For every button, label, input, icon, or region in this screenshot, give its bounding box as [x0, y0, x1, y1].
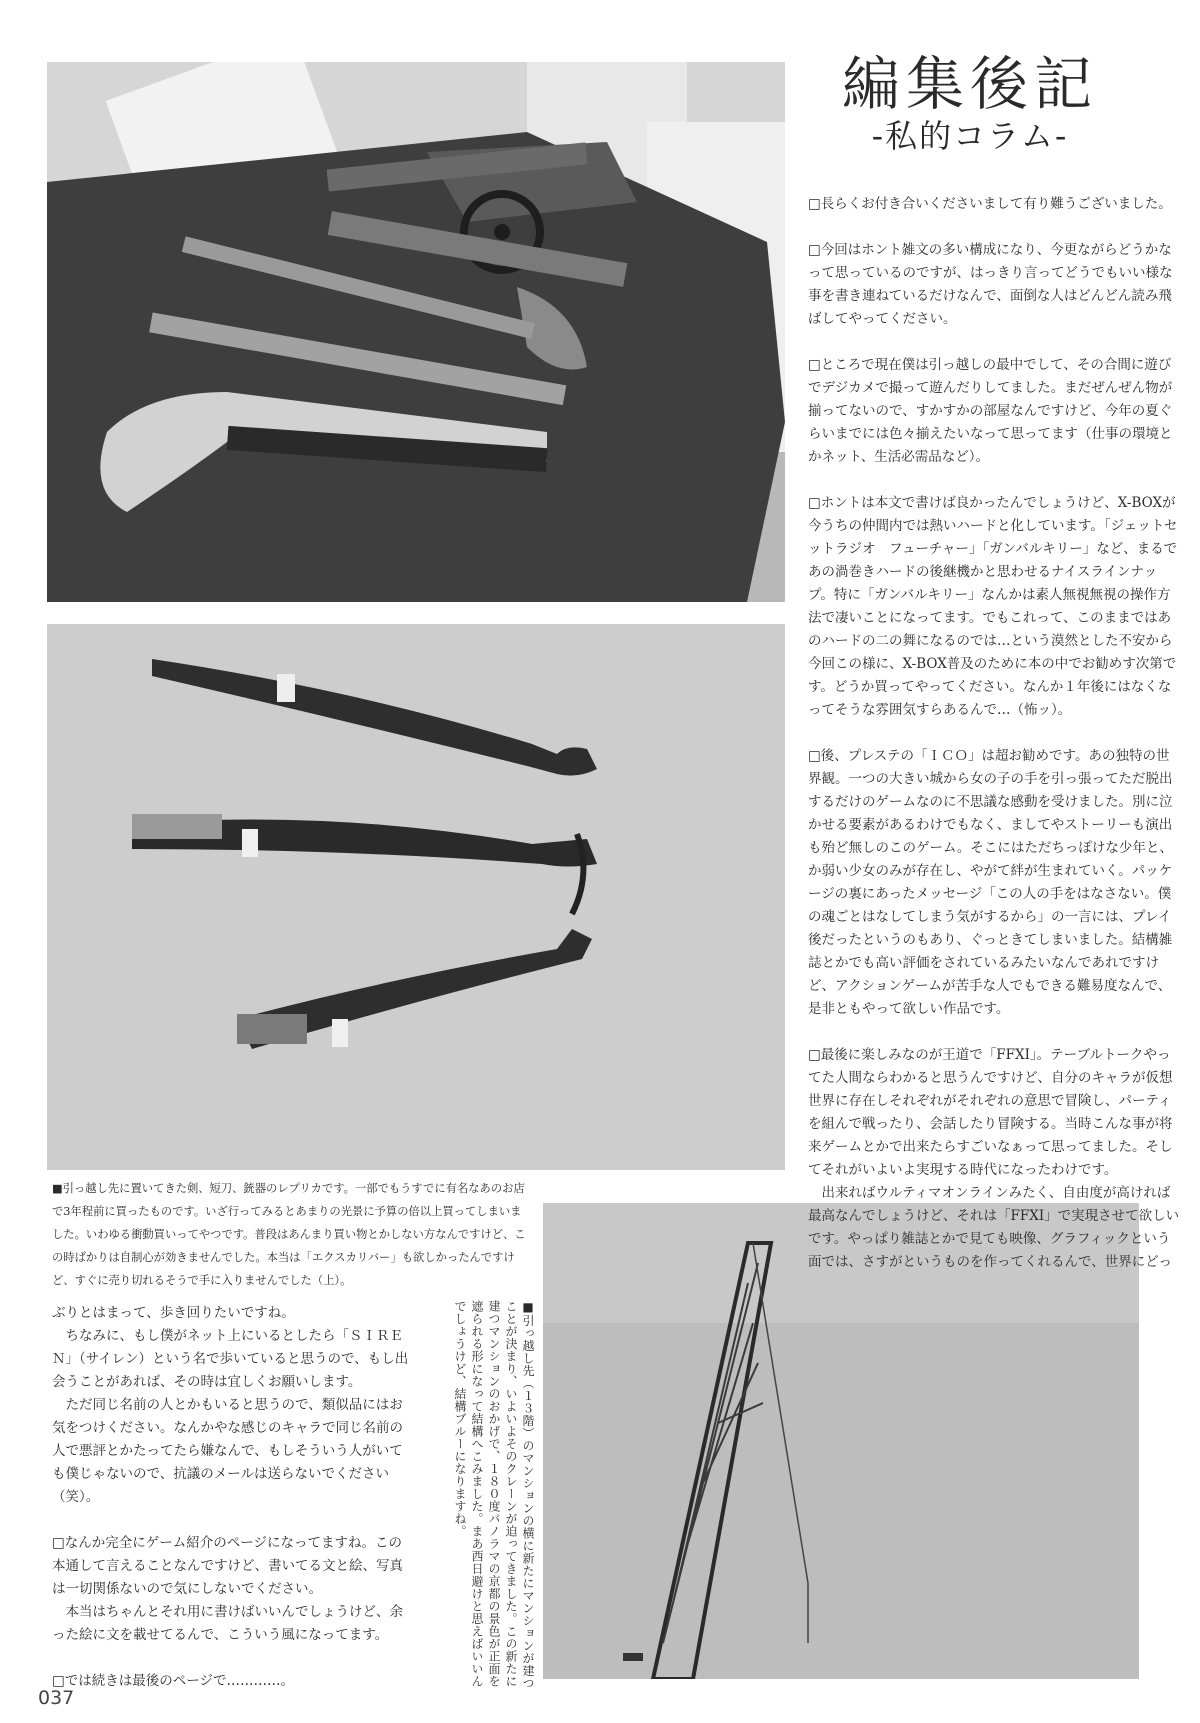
photo-swords-on-wall: [47, 624, 785, 1170]
page-title: 編集後記: [841, 50, 1098, 118]
column-heading: [800, 50, 1140, 154]
paragraph: □ところで現在僕は引っ越しの最中でして、その合間に遊びでデジカメで撮って遊んだりしてました。まだぜんぜん物が揃ってないので、すかすかの部屋なんですけど、今年の夏ぐらいまでには色々揃えたいなって思ってます（仕事の環境とかネット、生活必需品など）。: [808, 357, 1173, 465]
paragraph: □長らくお付き合いくださいまして有り難うございました。: [808, 196, 1172, 212]
main-column: [808, 193, 1182, 1297]
paragraph: □ホントは本文で書けば良かったんでしょうけど、X-BOXが今うちの仲間内では熱いハードと化しています。「ジェットセットラジオ フューチャー」「ガンバルキリー」など、まるであの渦巻きハードの後継機かと思わせるナイスラインナップ。特に「ガンバルキリー」なんかは素人無視無視の操作方法で凄いことになってます。でもこれって、このままではあのハードの二の舞になるのでは…という漠然とした不安から今回この様に、X-BOX普及のために本の中でお勧めす次第です。どうか買ってやってください。なんか１年後にはなくなってそうな雰囲気すらあるんで…（怖ッ）。: [808, 495, 1178, 718]
paragraph: □今回はホント雑文の多い構成になり、今更ながらどうかなって思っているのですが、はっきり言ってどうでもいい様な事を書き連ねているだけなんで、面倒な人はどんどん読み飛ばしてやってください。: [808, 242, 1173, 327]
paragraph: □後、プレステの「ＩＣＯ」は超お勧めです。あの独特の世界観。一つの大きい城から女の子の手を引っ張ってただ脱出するだけのゲームなのに不思議な感動を受けました。別に泣かせる要素があるわけでもなく、ましてやストーリーも演出も殆ど無しのこのゲーム。そこにはただちっぽけな少年と、か弱い少女のみが存在し、やがて絆が生まれていく。パッケージの裏にあったメッセージ「この人の手をはなさない。僕の魂ごとはなしてしまう気がするから」の一言には、プレイ後だったというのもあり、ぐっときてしまいました。結構雑誌とかでも高い評価をされているみたいなんであれですけど、アクションゲームが苦手な人でもできる難易度なんで、是非ともやって欲しい作品です。: [808, 748, 1173, 1017]
paragraph: □では続きは最後のページで…………。: [52, 1673, 294, 1689]
paragraph: □なんか完全にゲーム紹介のページになってますね。この本通して言えることなんですけど、書いてる文と絵、写真は一切関係ないので気にしないでください。 本当はちゃんとそれ用に書けばいいんでしょうけど、余った絵に文を載せてるんで、こういう風になってます。: [52, 1535, 403, 1643]
page-number: 037: [38, 1687, 75, 1709]
page-subtitle: -私的コラム-: [871, 117, 1069, 155]
photo-weapons-on-table: [47, 62, 785, 602]
vertical-caption: ■引っ越し先（１３階）のマンションの横に新たにマンションが建つことが決まり、いよいよそのクレーンが迫ってきました。この新たに建つマンションのおかげで、１８０度パノラマの京都の景色が正面を遮られる形になって結構へこみました。まあ西日避けと思えばいいんでしょうけど、結構ブルーになりますね。: [453, 1300, 535, 1690]
photo-caption: ■引っ越し先に置いてきた剣、短刀、銃器のレプリカです。一部でもうすでに有名なあのお店で3年程前に買ったものです。いざ行ってみるとあまりの光景に予算の倍以上買ってしまいました。いわゆる衝動買いってやつです。普段はあんまり買い物とかしない方なんですけど、この時ばかりは自制心が効きませんでした。本当は「エクスカリバー」も欲しかったんですけど、すぐに売り切れるそうで手に入りませんでした（上）。: [52, 1182, 526, 1287]
paragraph: □最後に楽しみなのが王道で「FFXI」。テーブルトークやってた人間ならわかると思うんですけど、自分のキャラが仮想世界に存在しそれぞれがそれぞれの意思で冒険し、パーティを組んで戦ったり、会話したり冒険する。当時こんな事が将来ゲームとかで出来たらすごいなぁって思ってました。そしてそれがいよいよ実現する時代になったわけです。 出来ればウルティマオンラインみたく、自由度が高ければ最高なんでしょうけど、それは「FFXI」で実現させて欲しいです。やっぱり雑誌とかで見ても映像、グラフィックという面では、さすがというものを作ってくれるんで、世界にどっ: [808, 1047, 1180, 1270]
continued-column: [52, 1302, 410, 1716]
paragraph: ぶりとはまって、歩き回りたいですね。 ちなみに、もし僕がネット上にいるとしたら「ＳＩＲＥＮ」（サイレン）という名で歩いていると思うので、もし出会うことがあれば、その時は宜しくお願いします。 ただ同じ名前の人とかもいると思うので、類似品にはお気をつけください。なんかやな感じのキャラで同じ名前の人で悪評とかたってたら嫌なんで、もしそういう人がいても僕じゃないので、抗議のメールは送らないでください（笑）。: [52, 1305, 409, 1505]
